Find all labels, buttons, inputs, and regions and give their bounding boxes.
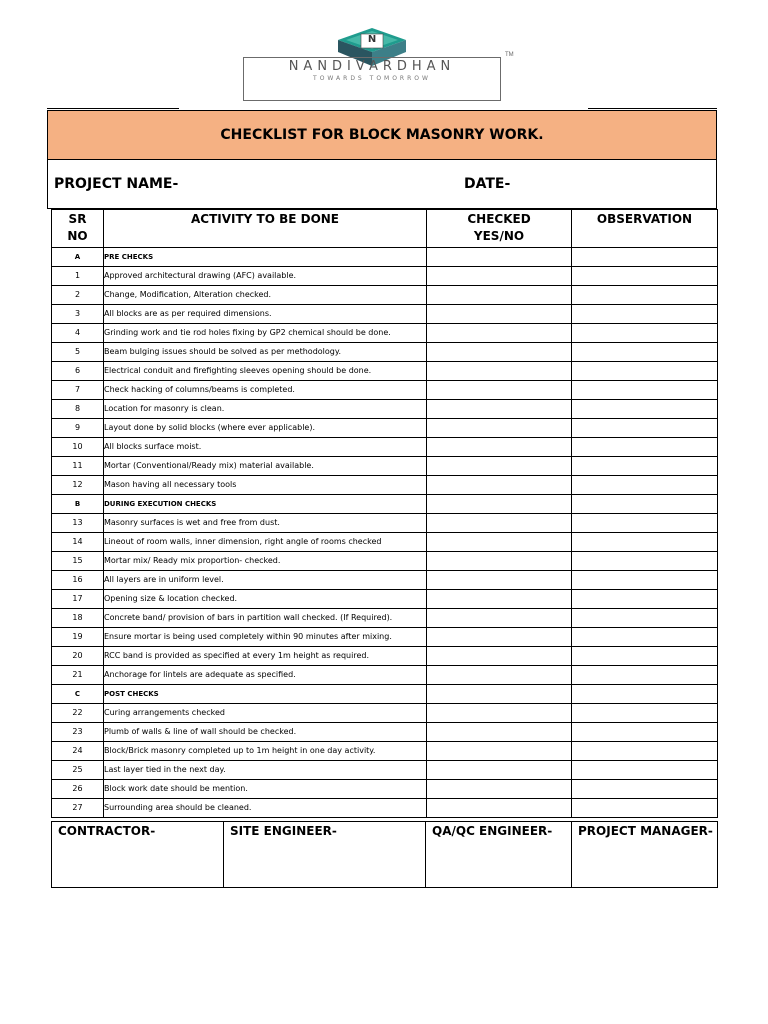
activity-cell: Electrical conduit and firefighting sleeves opening should be done. bbox=[104, 362, 427, 381]
sr-cell: 12 bbox=[52, 476, 104, 495]
observation-cell[interactable] bbox=[572, 248, 718, 267]
observation-cell[interactable] bbox=[572, 457, 718, 476]
observation-cell[interactable] bbox=[572, 685, 718, 704]
section-row bbox=[52, 685, 718, 704]
section-title-cell: PRE CHECKS bbox=[104, 248, 427, 267]
col-header-sr-line1: SR bbox=[68, 212, 87, 226]
table-row bbox=[52, 381, 718, 400]
checked-cell[interactable] bbox=[427, 438, 572, 457]
activity-cell: Check hacking of columns/beams is completed. bbox=[104, 381, 427, 400]
sr-cell: 23 bbox=[52, 723, 104, 742]
sr-cell: 4 bbox=[52, 324, 104, 343]
checked-cell[interactable] bbox=[427, 533, 572, 552]
activity-cell: Anchorage for lintels are adequate as specified. bbox=[104, 666, 427, 685]
observation-cell[interactable] bbox=[572, 571, 718, 590]
activity-cell: Block/Brick masonry completed up to 1m height in one day activity. bbox=[104, 742, 427, 761]
observation-cell[interactable] bbox=[572, 533, 718, 552]
sr-cell: 5 bbox=[52, 343, 104, 362]
col-header-checked bbox=[427, 210, 572, 248]
table-row bbox=[52, 590, 718, 609]
table-row bbox=[52, 514, 718, 533]
observation-cell[interactable] bbox=[572, 362, 718, 381]
sr-cell: 19 bbox=[52, 628, 104, 647]
checked-cell[interactable] bbox=[427, 685, 572, 704]
checked-cell[interactable] bbox=[427, 628, 572, 647]
observation-cell[interactable] bbox=[572, 761, 718, 780]
activity-cell: Mortar mix/ Ready mix proportion- checked. bbox=[104, 552, 427, 571]
activity-cell: All blocks are as per required dimensions. bbox=[104, 305, 427, 324]
observation-cell[interactable] bbox=[572, 742, 718, 761]
logo-name: NANDIVARDHAN bbox=[288, 59, 456, 74]
table-row bbox=[52, 666, 718, 685]
sr-cell: 18 bbox=[52, 609, 104, 628]
qa-qc-engineer-signature-field[interactable]: QA/QC ENGINEER- bbox=[426, 822, 572, 888]
table-row bbox=[52, 267, 718, 286]
activity-cell: Layout done by solid blocks (where ever applicable). bbox=[104, 419, 427, 438]
checklist-table bbox=[51, 209, 718, 818]
observation-cell[interactable] bbox=[572, 400, 718, 419]
checked-cell[interactable] bbox=[427, 305, 572, 324]
logo-tagline: TOWARDS TOMORROW bbox=[313, 75, 431, 82]
activity-cell: Concrete band/ provision of bars in partition wall checked. (If Required). bbox=[104, 609, 427, 628]
top-rule-right bbox=[588, 108, 717, 109]
logo-mark-letter: N bbox=[367, 34, 377, 45]
checked-cell[interactable] bbox=[427, 552, 572, 571]
activity-cell: Mortar (Conventional/Ready mix) material available. bbox=[104, 457, 427, 476]
sr-cell: 10 bbox=[52, 438, 104, 457]
observation-cell[interactable] bbox=[572, 438, 718, 457]
observation-cell[interactable] bbox=[572, 419, 718, 438]
activity-cell: Curing arrangements checked bbox=[104, 704, 427, 723]
sr-cell: 16 bbox=[52, 571, 104, 590]
checked-cell[interactable] bbox=[427, 723, 572, 742]
observation-cell[interactable] bbox=[572, 343, 718, 362]
observation-cell[interactable] bbox=[572, 647, 718, 666]
signature-table bbox=[51, 821, 718, 888]
sr-cell: 2 bbox=[52, 286, 104, 305]
form-header bbox=[47, 110, 717, 209]
activity-cell: RCC band is provided as specified at every 1m height as required. bbox=[104, 647, 427, 666]
signature-row bbox=[52, 822, 718, 888]
form-title: CHECKLIST FOR BLOCK MASONRY WORK. bbox=[48, 111, 716, 160]
observation-cell[interactable] bbox=[572, 704, 718, 723]
observation-cell[interactable] bbox=[572, 514, 718, 533]
table-row bbox=[52, 305, 718, 324]
table-row bbox=[52, 362, 718, 381]
activity-cell: Ensure mortar is being used completely within 90 minutes after mixing. bbox=[104, 628, 427, 647]
table-row bbox=[52, 286, 718, 305]
table-header-row bbox=[52, 210, 718, 248]
table-row bbox=[52, 476, 718, 495]
col-header-sr-line2: NO bbox=[67, 229, 88, 243]
table-row bbox=[52, 799, 718, 818]
sr-cell: A bbox=[52, 248, 104, 267]
table-row bbox=[52, 609, 718, 628]
activity-cell: Plumb of walls & line of wall should be checked. bbox=[104, 723, 427, 742]
checked-cell[interactable] bbox=[427, 666, 572, 685]
observation-cell[interactable] bbox=[572, 609, 718, 628]
table-row bbox=[52, 343, 718, 362]
table-row bbox=[52, 723, 718, 742]
table-row bbox=[52, 780, 718, 799]
sr-cell: 21 bbox=[52, 666, 104, 685]
table-row bbox=[52, 324, 718, 343]
checked-cell[interactable] bbox=[427, 267, 572, 286]
checked-cell[interactable] bbox=[427, 780, 572, 799]
activity-cell: Location for masonry is clean. bbox=[104, 400, 427, 419]
sr-cell: 27 bbox=[52, 799, 104, 818]
table-row bbox=[52, 628, 718, 647]
observation-cell[interactable] bbox=[572, 666, 718, 685]
activity-cell: Grinding work and tie rod holes fixing by GP2 chemical should be done. bbox=[104, 324, 427, 343]
table-row bbox=[52, 647, 718, 666]
sr-cell: 22 bbox=[52, 704, 104, 723]
table-row bbox=[52, 761, 718, 780]
table-row bbox=[52, 419, 718, 438]
table-row bbox=[52, 400, 718, 419]
col-header-observation: OBSERVATION bbox=[572, 210, 718, 248]
activity-cell: All blocks surface moist. bbox=[104, 438, 427, 457]
observation-cell[interactable] bbox=[572, 628, 718, 647]
checked-cell[interactable] bbox=[427, 248, 572, 267]
col-header-sr bbox=[52, 210, 104, 248]
activity-cell: Lineout of room walls, inner dimension, right angle of rooms checked bbox=[104, 533, 427, 552]
sr-cell: 6 bbox=[52, 362, 104, 381]
checked-cell[interactable] bbox=[427, 495, 572, 514]
checked-cell[interactable] bbox=[427, 476, 572, 495]
activity-cell: Change, Modification, Alteration checked. bbox=[104, 286, 427, 305]
project-name-label: PROJECT NAME- bbox=[54, 176, 179, 192]
checked-cell[interactable] bbox=[427, 343, 572, 362]
checked-cell[interactable] bbox=[427, 571, 572, 590]
checked-cell[interactable] bbox=[427, 761, 572, 780]
col-header-checked-line1: CHECKED bbox=[467, 212, 531, 226]
top-rule-left bbox=[47, 108, 179, 109]
checked-cell[interactable] bbox=[427, 419, 572, 438]
activity-cell: Block work date should be mention. bbox=[104, 780, 427, 799]
observation-cell[interactable] bbox=[572, 286, 718, 305]
sr-cell: 26 bbox=[52, 780, 104, 799]
section-row bbox=[52, 248, 718, 267]
table-row bbox=[52, 533, 718, 552]
activity-cell: Masonry surfaces is wet and free from dust. bbox=[104, 514, 427, 533]
sr-cell: 11 bbox=[52, 457, 104, 476]
date-label: DATE- bbox=[464, 176, 511, 192]
checked-cell[interactable] bbox=[427, 381, 572, 400]
table-row bbox=[52, 438, 718, 457]
checked-cell[interactable] bbox=[427, 362, 572, 381]
checked-cell[interactable] bbox=[427, 647, 572, 666]
table-row bbox=[52, 571, 718, 590]
sr-cell: 24 bbox=[52, 742, 104, 761]
sr-cell: B bbox=[52, 495, 104, 514]
sr-cell: 25 bbox=[52, 761, 104, 780]
sr-cell: 17 bbox=[52, 590, 104, 609]
section-row bbox=[52, 495, 718, 514]
logo-trademark: TM bbox=[505, 52, 514, 58]
checked-cell[interactable] bbox=[427, 514, 572, 533]
checked-cell[interactable] bbox=[427, 400, 572, 419]
contractor-signature-field[interactable]: CONTRACTOR- bbox=[52, 822, 224, 888]
sr-cell: C bbox=[52, 685, 104, 704]
checked-cell[interactable] bbox=[427, 457, 572, 476]
observation-cell[interactable] bbox=[572, 495, 718, 514]
observation-cell[interactable] bbox=[572, 590, 718, 609]
sr-cell: 1 bbox=[52, 267, 104, 286]
activity-cell: Beam bulging issues should be solved as per methodology. bbox=[104, 343, 427, 362]
checked-cell[interactable] bbox=[427, 609, 572, 628]
col-header-activity: ACTIVITY TO BE DONE bbox=[104, 210, 427, 248]
activity-cell: All layers are in uniform level. bbox=[104, 571, 427, 590]
sr-cell: 8 bbox=[52, 400, 104, 419]
table-row bbox=[52, 742, 718, 761]
observation-cell[interactable] bbox=[572, 324, 718, 343]
observation-cell[interactable] bbox=[572, 552, 718, 571]
sr-cell: 20 bbox=[52, 647, 104, 666]
checked-cell[interactable] bbox=[427, 704, 572, 723]
checked-cell[interactable] bbox=[427, 324, 572, 343]
company-logo bbox=[243, 24, 514, 84]
activity-cell: Opening size & location checked. bbox=[104, 590, 427, 609]
checked-cell[interactable] bbox=[427, 742, 572, 761]
activity-cell: Last layer tied in the next day. bbox=[104, 761, 427, 780]
observation-cell[interactable] bbox=[572, 780, 718, 799]
table-row bbox=[52, 704, 718, 723]
activity-cell: Approved architectural drawing (AFC) available. bbox=[104, 267, 427, 286]
checked-cell[interactable] bbox=[427, 799, 572, 818]
sr-cell: 9 bbox=[52, 419, 104, 438]
checked-cell[interactable] bbox=[427, 590, 572, 609]
observation-cell[interactable] bbox=[572, 381, 718, 400]
site-engineer-signature-field[interactable]: SITE ENGINEER- bbox=[224, 822, 426, 888]
observation-cell[interactable] bbox=[572, 476, 718, 495]
sr-cell: 7 bbox=[52, 381, 104, 400]
observation-cell[interactable] bbox=[572, 305, 718, 324]
sr-cell: 14 bbox=[52, 533, 104, 552]
sr-cell: 13 bbox=[52, 514, 104, 533]
table-row bbox=[52, 457, 718, 476]
sr-cell: 15 bbox=[52, 552, 104, 571]
observation-cell[interactable] bbox=[572, 799, 718, 818]
activity-cell: Surrounding area should be cleaned. bbox=[104, 799, 427, 818]
checked-cell[interactable] bbox=[427, 286, 572, 305]
sr-cell: 3 bbox=[52, 305, 104, 324]
project-manager-signature-field[interactable]: PROJECT MANAGER- bbox=[572, 822, 718, 888]
activity-cell: Mason having all necessary tools bbox=[104, 476, 427, 495]
observation-cell[interactable] bbox=[572, 267, 718, 286]
table-row bbox=[52, 552, 718, 571]
section-title-cell: DURING EXECUTION CHECKS bbox=[104, 495, 427, 514]
col-header-checked-line2: YES/NO bbox=[473, 229, 525, 243]
section-title-cell: POST CHECKS bbox=[104, 685, 427, 704]
observation-cell[interactable] bbox=[572, 723, 718, 742]
checklist-body bbox=[52, 248, 718, 818]
